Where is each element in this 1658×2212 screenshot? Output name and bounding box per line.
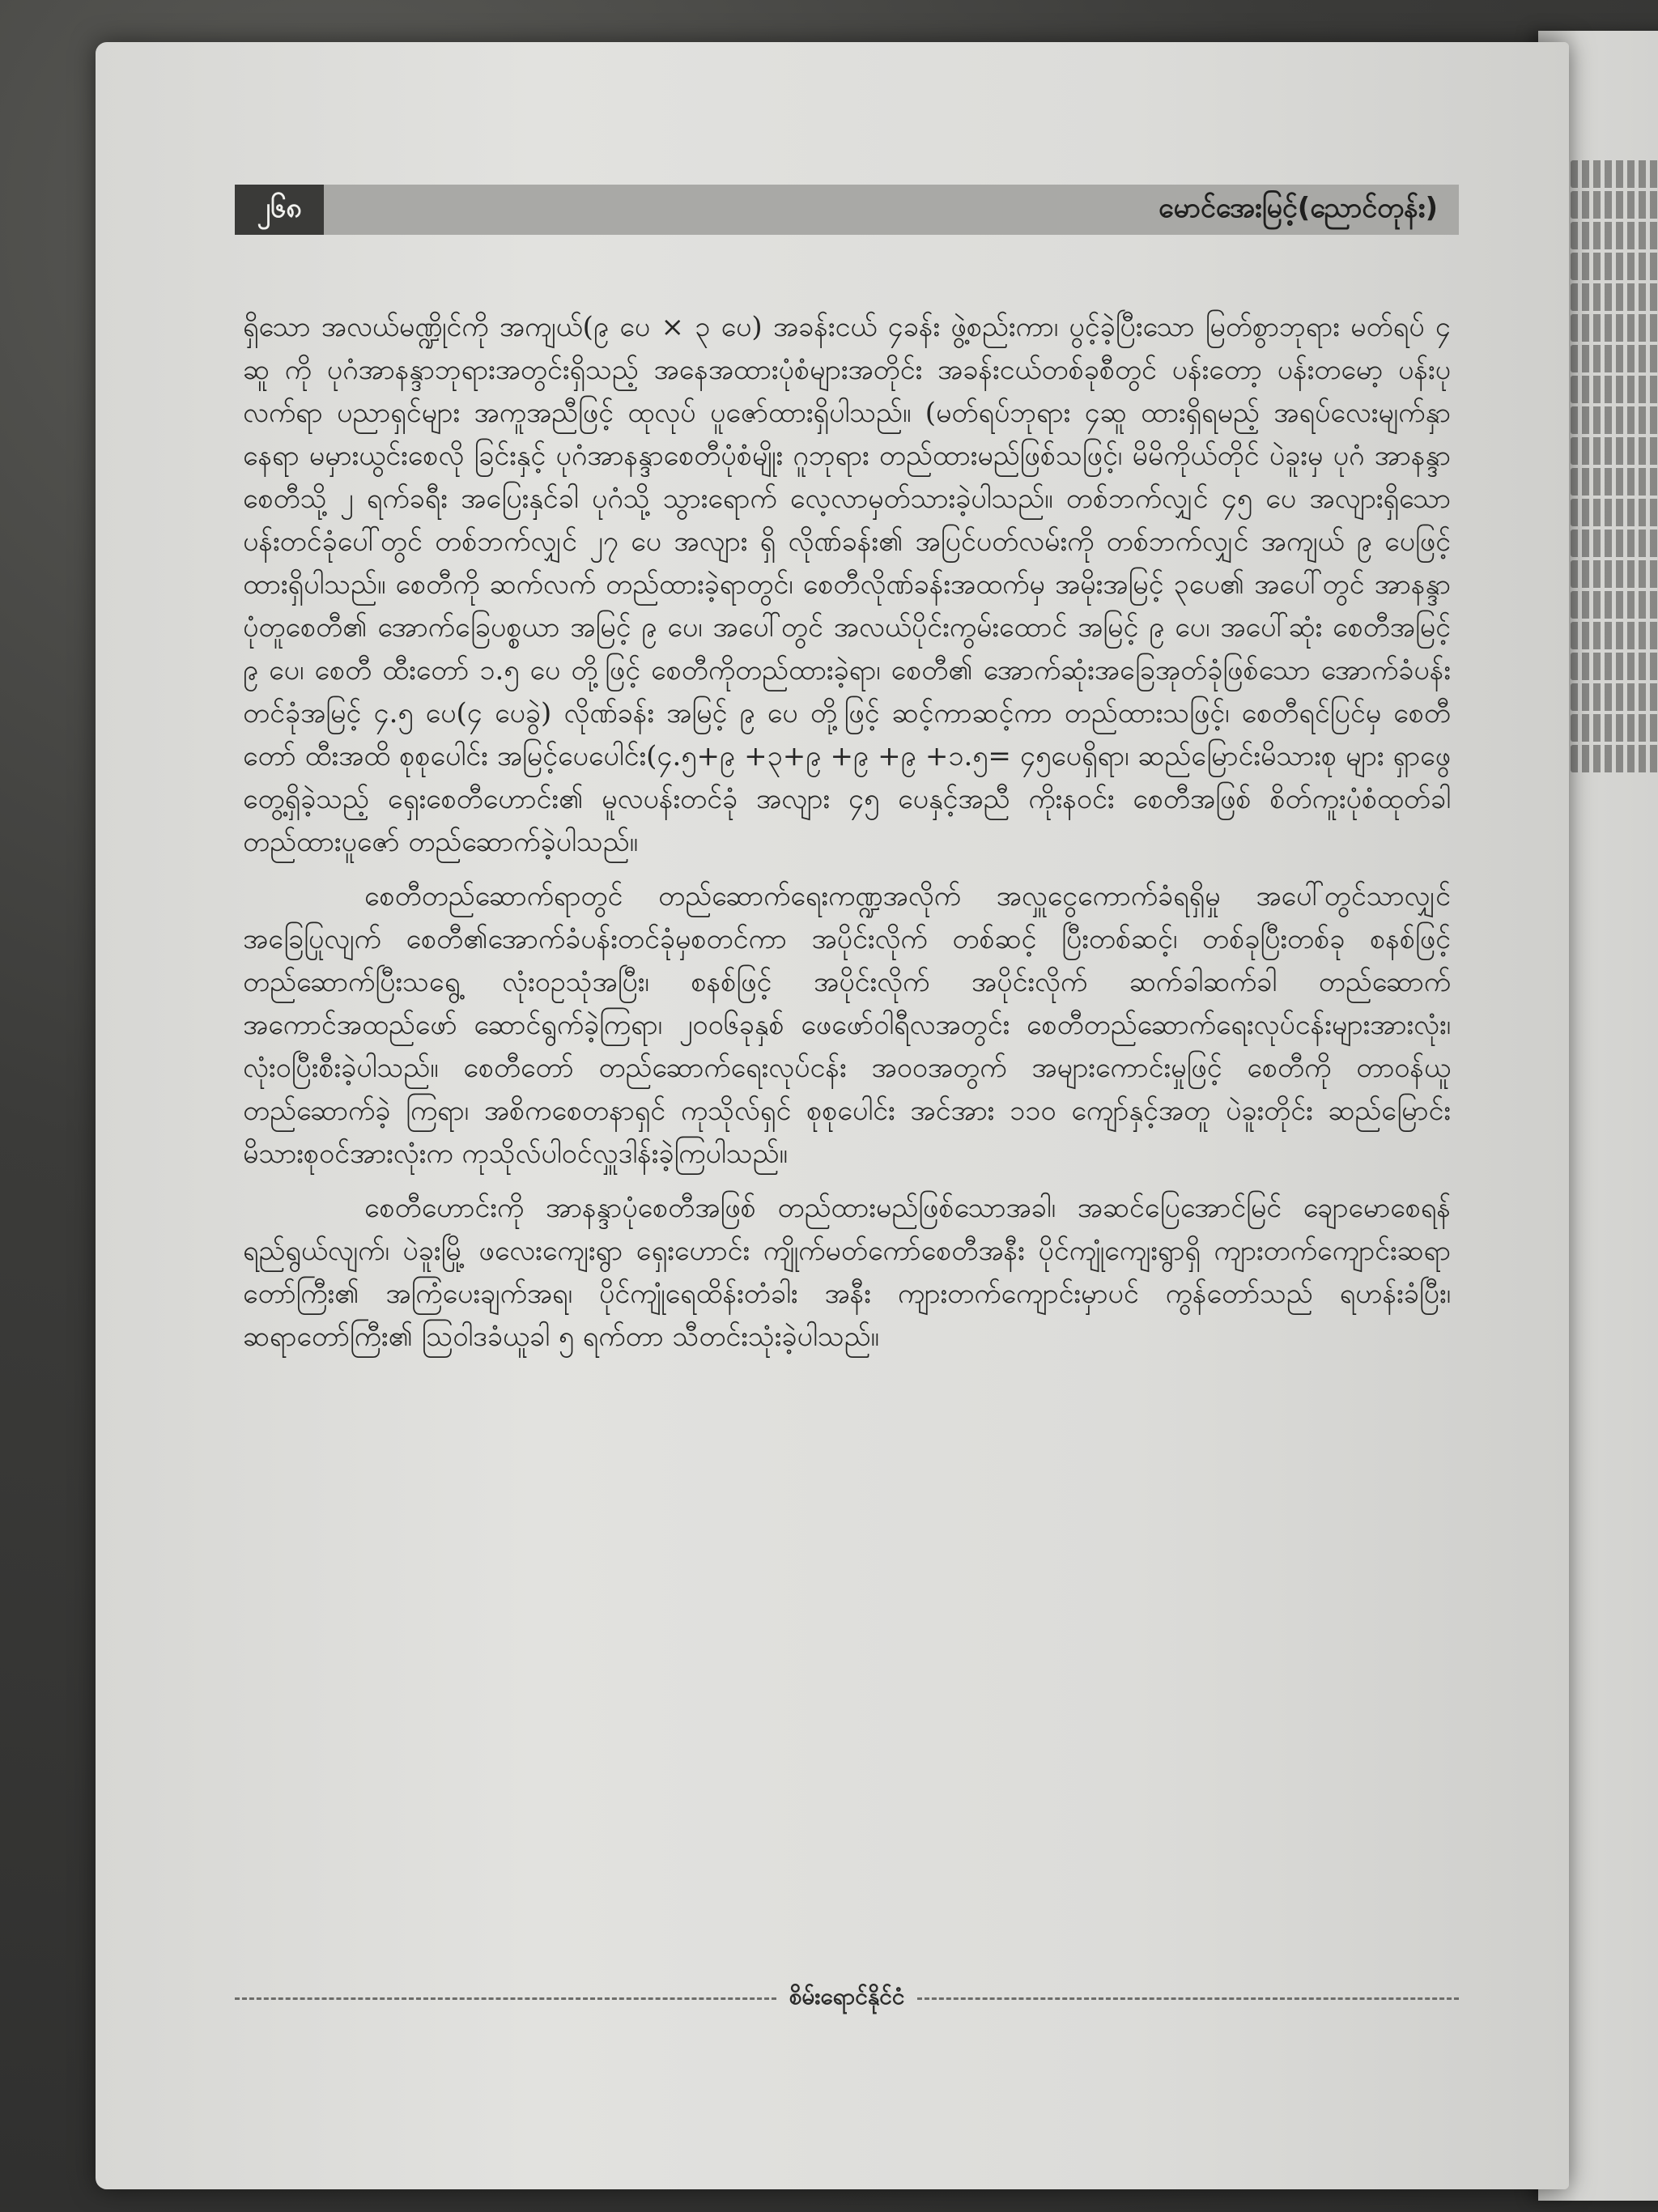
page-header	[235, 185, 1459, 235]
footer-book-title: စိမ်းရောင်နိုင်ငံ	[789, 1983, 905, 2010]
footer-rule-left	[235, 1997, 776, 2000]
page-number: ၂၆၈	[235, 185, 324, 235]
paragraph: စေတီတည်ဆောက်ရာတွင် တည်ဆောက်ရေးကဏ္ဍအလိုက် အလှူငွေကောက်ခံရရှိမှု အပေါ်တွင်သာလျှင်အခြေပြုလျက် စေတီ၏အောက်ခံပန်းတင်ခုံမှစတင်ကာ အပိုင်းလိုက် တစ်ဆင့် ပြီးတစ်ဆင့်၊ တစ်ခုပြီးတစ်ခု စနစ်ဖြင့် တည်ဆောက်ပြီးသရွေ့ လုံးဝဥသုံအပြီး၊ စနစ်ဖြင့် အပိုင်းလိုက် အပိုင်းလိုက် ဆက်ခါဆက်ခါ တည်ဆောက် အကောင်အထည်ဖော် ဆောင်ရွက်ခဲ့ကြရာ၊ ၂၀၀၆ခုနှစ် ဖေဖော်ဝါရီလအတွင်း စေတီတည်ဆောက်ရေးလုပ်ငန်းများအားလုံး၊ လုံးဝပြီးစီးခဲ့ပါသည်။ စေတီတော် တည်ဆောက်ရေးလုပ်ငန်း အဝဝအတွက် အများကောင်းမှုဖြင့် စေတီကို တာဝန်ယူတည်ဆောက်ခဲ့ ကြရာ၊ အစိကစေတနာရှင် ကုသိုလ်ရှင် စုစုပေါင်း အင်အား ၁၁၀ ကျော်နှင့်အတူ ပဲခူးတိုင်း ဆည်မြောင်းမိသားစုဝင်အားလုံးက ကုသိုလ်ပါဝင်လှူဒါန်းခဲ့ကြပါသည်။	[243, 880, 1451, 1170]
running-title: မောင်အေးမြင့်(ညောင်တုန်း)	[1158, 191, 1438, 224]
paragraph: ရှိသော အလယ်မဏ္ဍိုင်ကို အကျယ်(၉ ပေ × ၃ ပေ) အခန်းငယ် ၄ခန်း ဖွဲ့စည်းကာ၊ ပွင့်ခဲ့ပြီးသော မြတ်စွာဘုရား မတ်ရပ် ၄ ဆူ ကို ပုဂံအာနန္ဒာဘုရားအတွင်းရှိသည့် အနေအထားပုံစံများအတိုင်း အခန်းငယ်တစ်ခုစီတွင် ပန်းတော့ ပန်းတမော့ ပန်းပုလက်ရာ ပညာရှင်များ အကူအညီဖြင့် ထုလုပ် ပူဇော်ထားရှိပါသည်။ (မတ်ရပ်ဘုရား ၄ဆူ ထားရှိရမည့် အရပ်လေးမျက်နှာနေရာ မမှားယွင်းစေလို ခြင်းနှင့် ပုဂံအာနန္ဒာစေတီပုံစံမျိုး ဂူဘုရား တည်ထားမည်ဖြစ်သဖြင့်၊ မိမိကိုယ်တိုင် ပဲခူးမှ ပုဂံ အာနန္ဒာ စေတီသို့ ၂ ရက်ခရီး အပြေးနှင်ခါ ပုဂံသို့ သွားရောက် လေ့လာမှတ်သားခဲ့ပါသည်။ တစ်ဘက်လျှင် ၄၅ ပေ အလျားရှိသော ပန်းတင်ခုံပေါ်တွင် တစ်ဘက်လျှင် ၂၇ ပေ အလျား ရှိ လိုဏ်ခန်း၏ အပြင်ပတ်လမ်းကို တစ်ဘက်လျှင် အကျယ် ၉ ပေဖြင့် ထားရှိပါသည်။ စေတီကို ဆက်လက် တည်ထားခဲ့ရာတွင်၊ စေတီလိုဏ်ခန်းအထက်မှ အမိုးအမြင့် ၃ပေ၏ အပေါ်တွင် အာနန္ဒာ ပုံတူစေတီ၏ အောက်ခြေပစ္စယာ အမြင့် ၉ ပေ၊ အပေါ်တွင် အလယ်ပိုင်းကွမ်းထောင် အမြင့် ၉ ပေ၊ အပေါ်ဆုံး စေတီအမြင့် ၉ ပေ၊ စေတီ ထီးတော် ၁.၅ ပေ တို့ဖြင့် စေတီကိုတည်ထားခဲ့ရာ၊ စေတီ၏ အောက်ဆုံးအခြေအုတ်ခုံဖြစ်သော အောက်ခံပန်းတင်ခုံအမြင့် ၄.၅ ပေ(၄ ပေခွဲ) လိုဏ်ခန်း အမြင့် ၉ ပေ တို့ဖြင့် ဆင့်ကာဆင့်ကာ တည်ထားသဖြင့်၊ စေတီရင်ပြင်မှ စေတီတော် ထီးအထိ စုစုပေါင်း အမြင့်ပေပေါင်း(၄.၅+၉ +၃+၉ +၉ +၉ +၁.၅= ၄၅ပေရှိရာ၊ ဆည်မြောင်းမိသားစု များ ရှာဖွေတွေ့ရှိခဲ့သည့် ရှေးစေတီဟောင်း၏ မူလပန်းတင်ခုံ အလျား ၄၅ ပေနှင့်အညီ ကိုးနဝင်း စေတီအဖြစ် စိတ်ကူးပုံစံထုတ်ခါ တည်ထားပူဇော် တည်ဆောက်ခဲ့ပါသည်။	[243, 311, 1452, 858]
paragraph: စေတီဟောင်းကို အာနန္ဒာပုံစေတီအဖြစ် တည်ထားမည်ဖြစ်သောအခါ၊ အဆင်ပြေအောင်မြင် ချောမောစေရန် ရည်ရွယ်လျက်၊ ပဲခူးမြို့ ဖလေးကျေးရွာ ရှေးဟောင်း ကျိုက်မတ်ကော်စေတီအနီး ပိုင်ကျုံကျေးရွာရှိ ကျားတက်ကျောင်းဆရာတော်ကြီး၏ အကြံပေးချက်အရ၊ ပိုင်ကျုံရေထိန်းတံခါး အနီး ကျားတက်ကျောင်းမှာပင် ကွန်တော်သည် ရဟန်းခံပြီး၊ ဆရာတော်ကြီး၏ ဩဝါဒခံယူခါ ၅ ရက်တာ သီတင်းသုံးခဲ့ပါသည်။	[243, 1192, 1451, 1353]
body-text	[243, 306, 1451, 1370]
footer-rule-right	[917, 1997, 1459, 2000]
page-footer	[235, 1982, 1459, 2014]
